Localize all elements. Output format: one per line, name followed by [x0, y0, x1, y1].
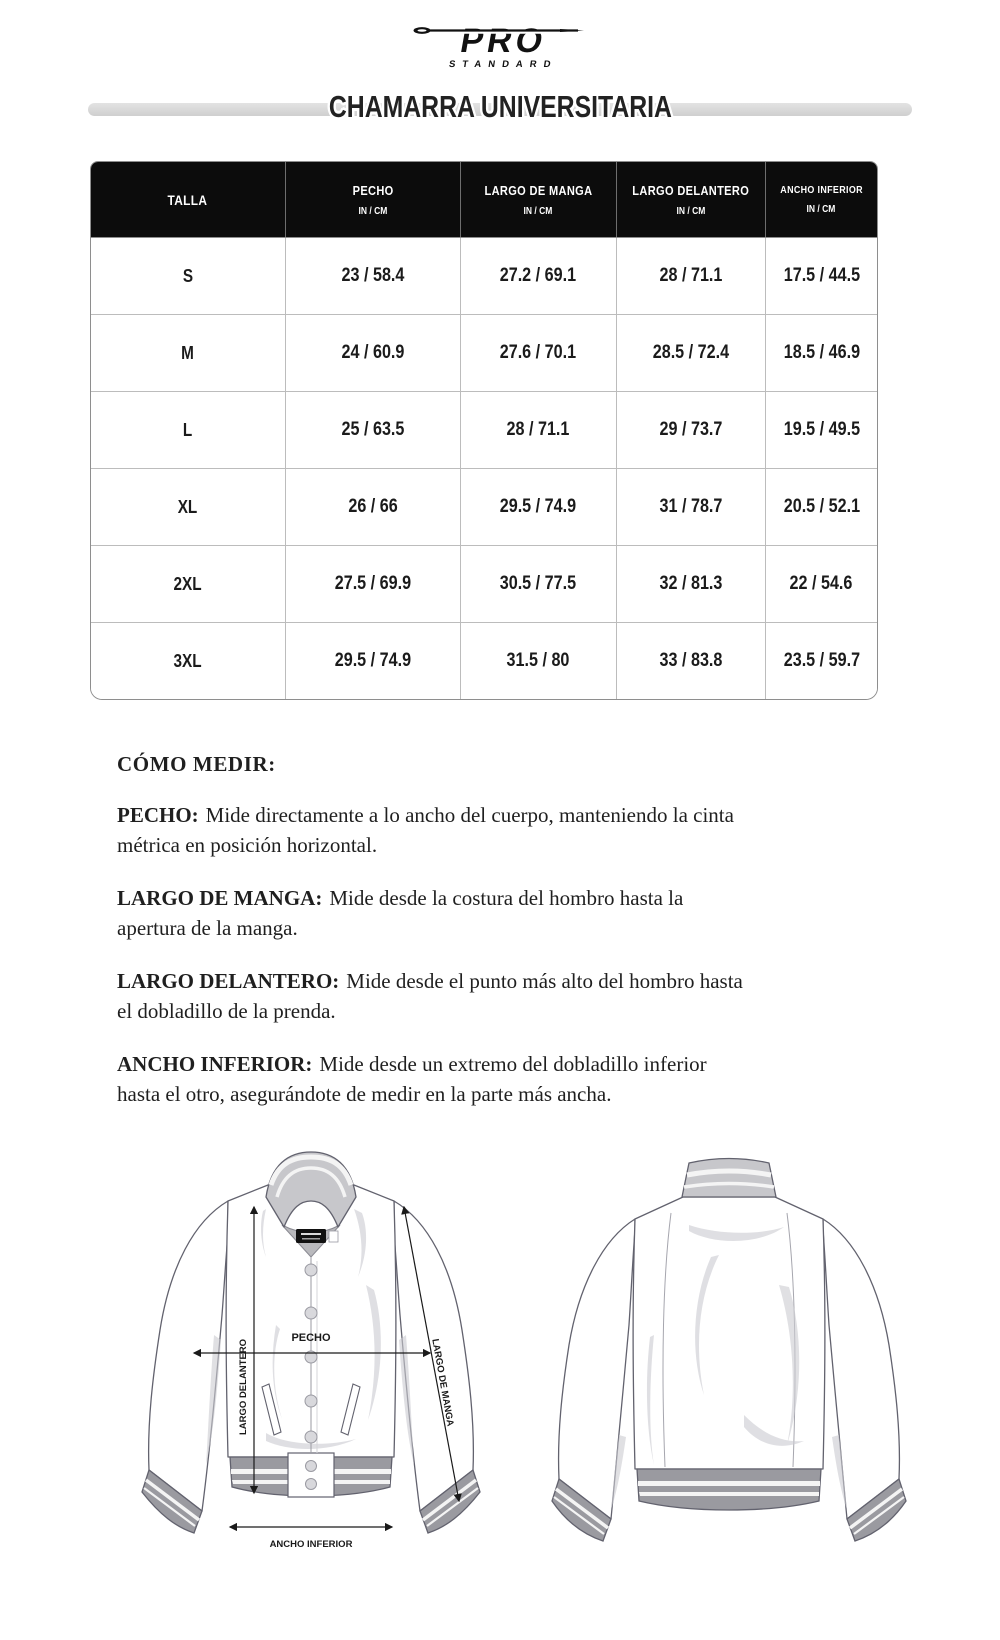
measure-item-largo-delantero [117, 966, 749, 1026]
neck-tag [296, 1229, 326, 1243]
talla-cell: M [91, 315, 285, 392]
size-row-l [91, 392, 877, 469]
measure-item-pecho [117, 800, 749, 860]
size-cell: 27.6 / 70.1 [460, 315, 616, 392]
column-header-largo-delantero: LARGO DELANTERO IN / CM [616, 162, 765, 238]
talla-cell: 2XL [91, 546, 285, 623]
talla-cell: 3XL [91, 623, 285, 700]
back-collar [682, 1159, 776, 1198]
size-table [90, 161, 878, 700]
how-to-measure-heading: CÓMO MEDIR: [117, 752, 276, 776]
size-cell: 29.5 / 74.9 [460, 469, 616, 546]
size-row-m [91, 315, 877, 392]
size-cell: 19.5 / 49.5 [765, 392, 877, 469]
column-header-pecho: PECHO IN / CM [285, 162, 460, 238]
header-row [91, 162, 877, 238]
size-cell: 22 / 54.6 [765, 546, 877, 623]
column-header-largo-de-manga: LARGO DE MANGA IN / CM [460, 162, 616, 238]
size-cell: 18.5 / 46.9 [765, 315, 877, 392]
size-cell: 23.5 / 59.7 [765, 623, 877, 700]
size-row-s [91, 238, 877, 315]
diagram-label-largo-de-manga: LARGO DE MANGA [429, 1337, 456, 1428]
size-cell: 33 / 83.8 [616, 623, 765, 700]
measure-term: LARGO DELANTERO: [117, 969, 340, 993]
size-cell: 26 / 66 [285, 469, 460, 546]
talla-cell: XL [91, 469, 285, 546]
size-cell: 23 / 58.4 [285, 238, 460, 315]
brand-header [0, 0, 1000, 77]
size-cell: 31 / 78.7 [616, 469, 765, 546]
measure-description: Mide desde el punto más alto del hombro hasta el dobladillo de la prenda. [117, 969, 743, 1023]
measure-description: Mide desde la costura del hombro hasta la apertura de la manga. [117, 886, 684, 940]
size-cell: 32 / 81.3 [616, 546, 765, 623]
size-cell: 31.5 / 80 [460, 623, 616, 700]
size-row-xl [91, 469, 877, 546]
diagram-label-largo-delantero: LARGO DELANTERO [238, 1338, 249, 1435]
jacket-diagrams [0, 1135, 1000, 1615]
back-hem-band [637, 1469, 821, 1510]
size-row-3xl [91, 623, 877, 700]
measure-description: Mide directamente a lo ancho del cuerpo, manteniendo la cinta métrica en posición horizontal. [117, 803, 734, 857]
how-to-measure-section [117, 752, 749, 1109]
page-title: CHAMARRA UNIVERSITARIA [328, 89, 672, 124]
measure-term: ANCHO INFERIOR: [117, 1052, 313, 1076]
logo-text: PRO [457, 22, 550, 60]
measure-item-ancho-inferior [117, 1049, 749, 1109]
measure-item-largo-de-manga [117, 883, 749, 943]
size-cell: 20.5 / 52.1 [765, 469, 877, 546]
logo-subtext: STANDARD [448, 59, 559, 70]
size-row-2xl [91, 546, 877, 623]
size-cell: 27.5 / 69.9 [285, 546, 460, 623]
talla-cell: S [91, 238, 285, 315]
pro-standard-logo-icon [410, 16, 590, 72]
jacket-front-diagram [116, 1135, 508, 1607]
size-cell: 28 / 71.1 [616, 238, 765, 315]
size-cell: 29.5 / 74.9 [285, 623, 460, 700]
size-cell: 29 / 73.7 [616, 392, 765, 469]
size-cell: 24 / 60.9 [285, 315, 460, 392]
measure-description: Mide desde un extremo del dobladillo inferior hasta el otro, asegurándote de medir en la parte más ancha. [117, 1052, 707, 1106]
size-cell: 28.5 / 72.4 [616, 315, 765, 392]
size-cell: 28 / 71.1 [460, 392, 616, 469]
column-header-ancho-inferior: ANCHO INFERIOR IN / CM [765, 162, 877, 238]
column-header-talla: TALLA [91, 162, 285, 238]
diagram-label-ancho-inferior: ANCHO INFERIOR [269, 1539, 353, 1550]
talla-cell: L [91, 392, 285, 469]
jacket-back-diagram [514, 1135, 944, 1615]
size-cell: 27.2 / 69.1 [460, 238, 616, 315]
diagram-label-pecho: PECHO [291, 1332, 331, 1344]
measure-term: LARGO DE MANGA: [117, 886, 323, 910]
title-section [0, 87, 1000, 131]
size-cell: 25 / 63.5 [285, 392, 460, 469]
size-cell: 30.5 / 77.5 [460, 546, 616, 623]
measure-term: PECHO: [117, 803, 199, 827]
size-cell: 17.5 / 44.5 [765, 238, 877, 315]
